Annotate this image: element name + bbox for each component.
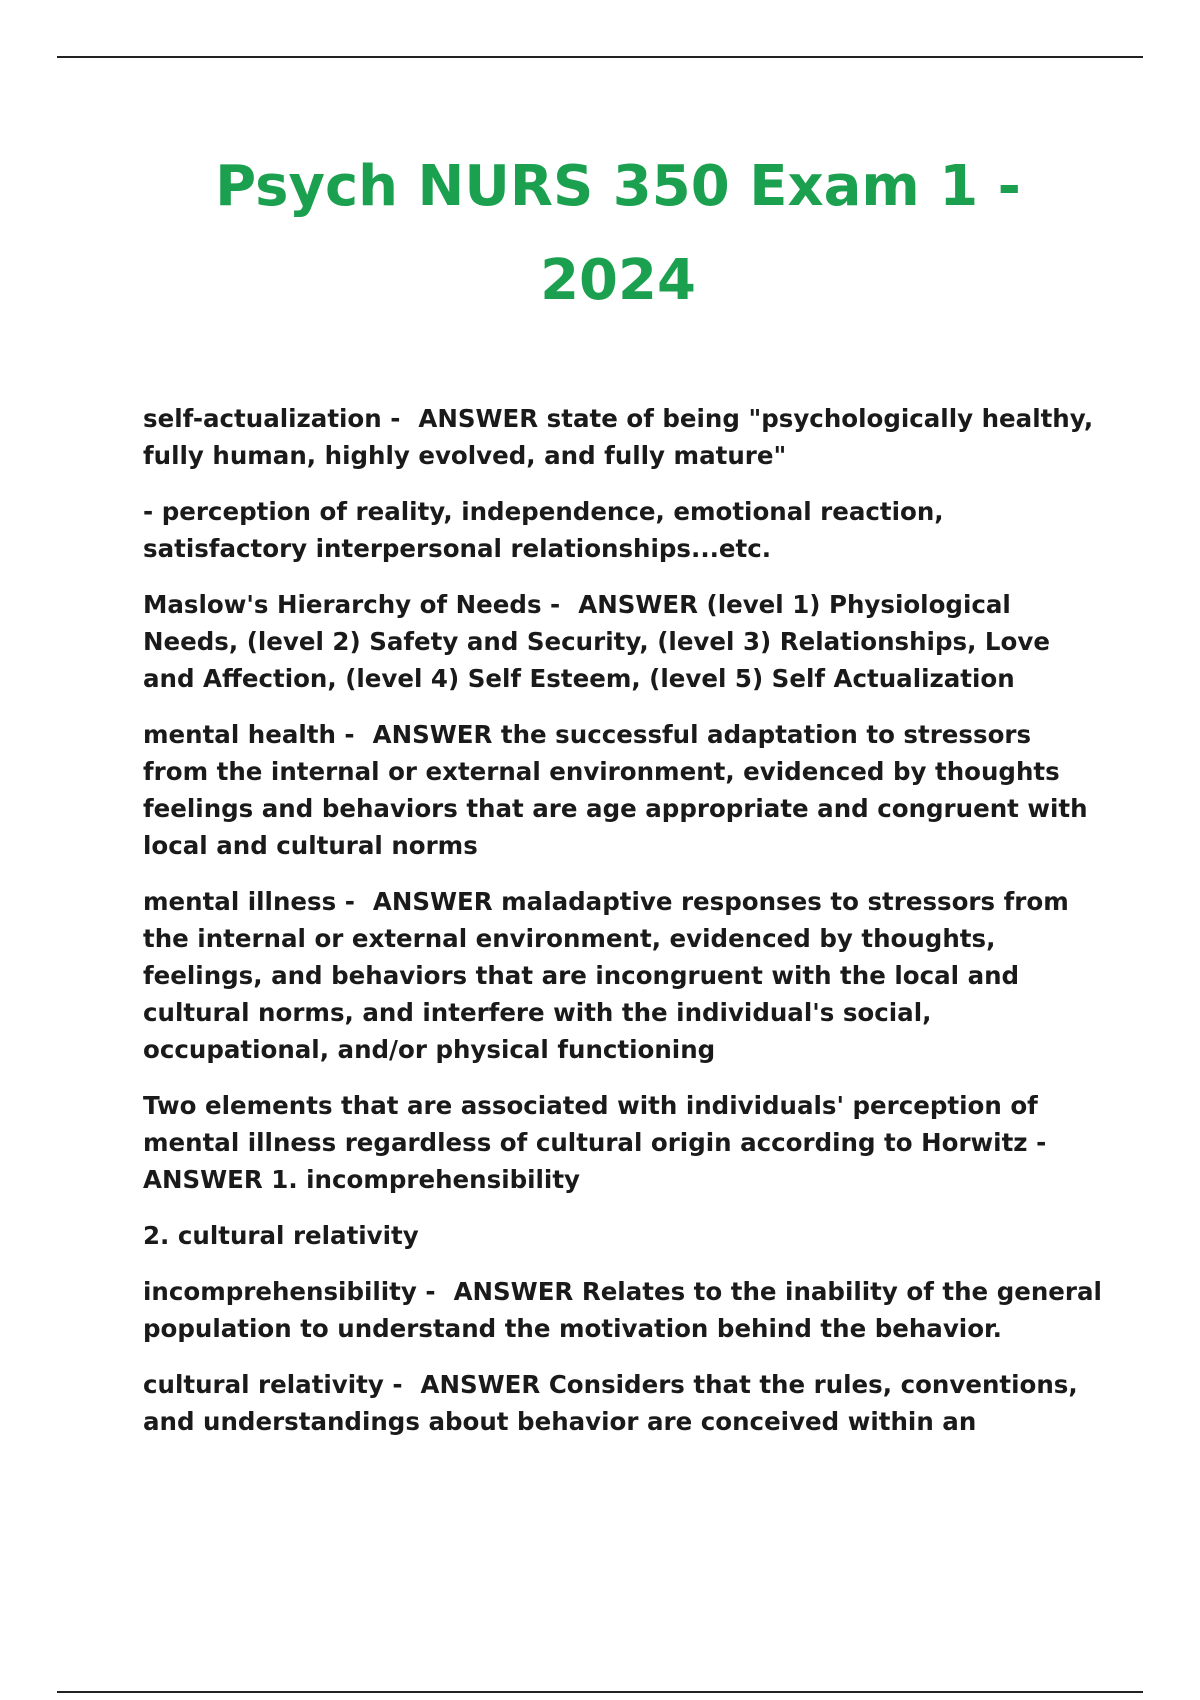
- entry-horwitz-item-2: [143, 1217, 1103, 1254]
- entry-term: self-actualization -: [143, 404, 401, 433]
- entry-answer: ANSWER Relates to the inability of the general population to understand the motivation behind the behavior.: [143, 1277, 1102, 1343]
- bottom-rule: [57, 1691, 1143, 1693]
- entry-answer: 2. cultural relativity: [143, 1221, 419, 1250]
- document-body: [143, 400, 1103, 1459]
- entry-self-actualization: [143, 400, 1103, 474]
- entry-incomprehensibility: [143, 1273, 1103, 1347]
- entry-answer: ANSWER the successful adaptation to stressors from the internal or external environment, evidenced by thoughts feelings and behaviors that are age appropriate and congruent with local and cultural norms: [143, 720, 1088, 860]
- entry-self-actualization-detail: [143, 493, 1103, 567]
- entry-answer: ANSWER maladaptive responses to stressors from the internal or external environment, evidenced by thoughts, feelings, and behaviors that are incongruent with the local and cultural norms, and interfere with the individual's social, occupational, and/or physical functioning: [143, 887, 1069, 1064]
- entry-answer: ANSWER Considers that the rules, conventions, and understandings about behavior are conceived within an: [143, 1370, 1078, 1436]
- entry-mental-illness: [143, 883, 1103, 1068]
- entry-term: Two elements that are associated with individuals' perception of mental illness regardless of cultural origin according to Horwitz -: [143, 1091, 1047, 1157]
- entry-answer: ANSWER (level 1) Physiological Needs, (level 2) Safety and Security, (level 3) Relationships, Love and Affection, (level 4) Self Esteem, (level 5) Self Actualization: [143, 590, 1050, 693]
- entry-horwitz: [143, 1087, 1103, 1198]
- top-rule: [57, 56, 1143, 58]
- entry-maslow: [143, 586, 1103, 697]
- entry-answer: ANSWER 1. incomprehensibility: [143, 1165, 581, 1194]
- entry-answer: - perception of reality, independence, emotional reaction, satisfactory interpersonal relationships...etc.: [143, 497, 944, 563]
- entry-cultural-relativity: [143, 1366, 1103, 1440]
- entry-mental-health: [143, 716, 1103, 864]
- entry-term: Maslow's Hierarchy of Needs -: [143, 590, 561, 619]
- entry-answer: ANSWER state of being "psychologically healthy, fully human, highly evolved, and fully mature": [143, 404, 1094, 470]
- entry-term: cultural relativity -: [143, 1370, 403, 1399]
- entry-term: mental illness -: [143, 887, 355, 916]
- entry-term: incomprehensibility -: [143, 1277, 436, 1306]
- entry-term: mental health -: [143, 720, 355, 749]
- document-title: Psych NURS 350 Exam 1 - 2024: [215, 154, 1021, 313]
